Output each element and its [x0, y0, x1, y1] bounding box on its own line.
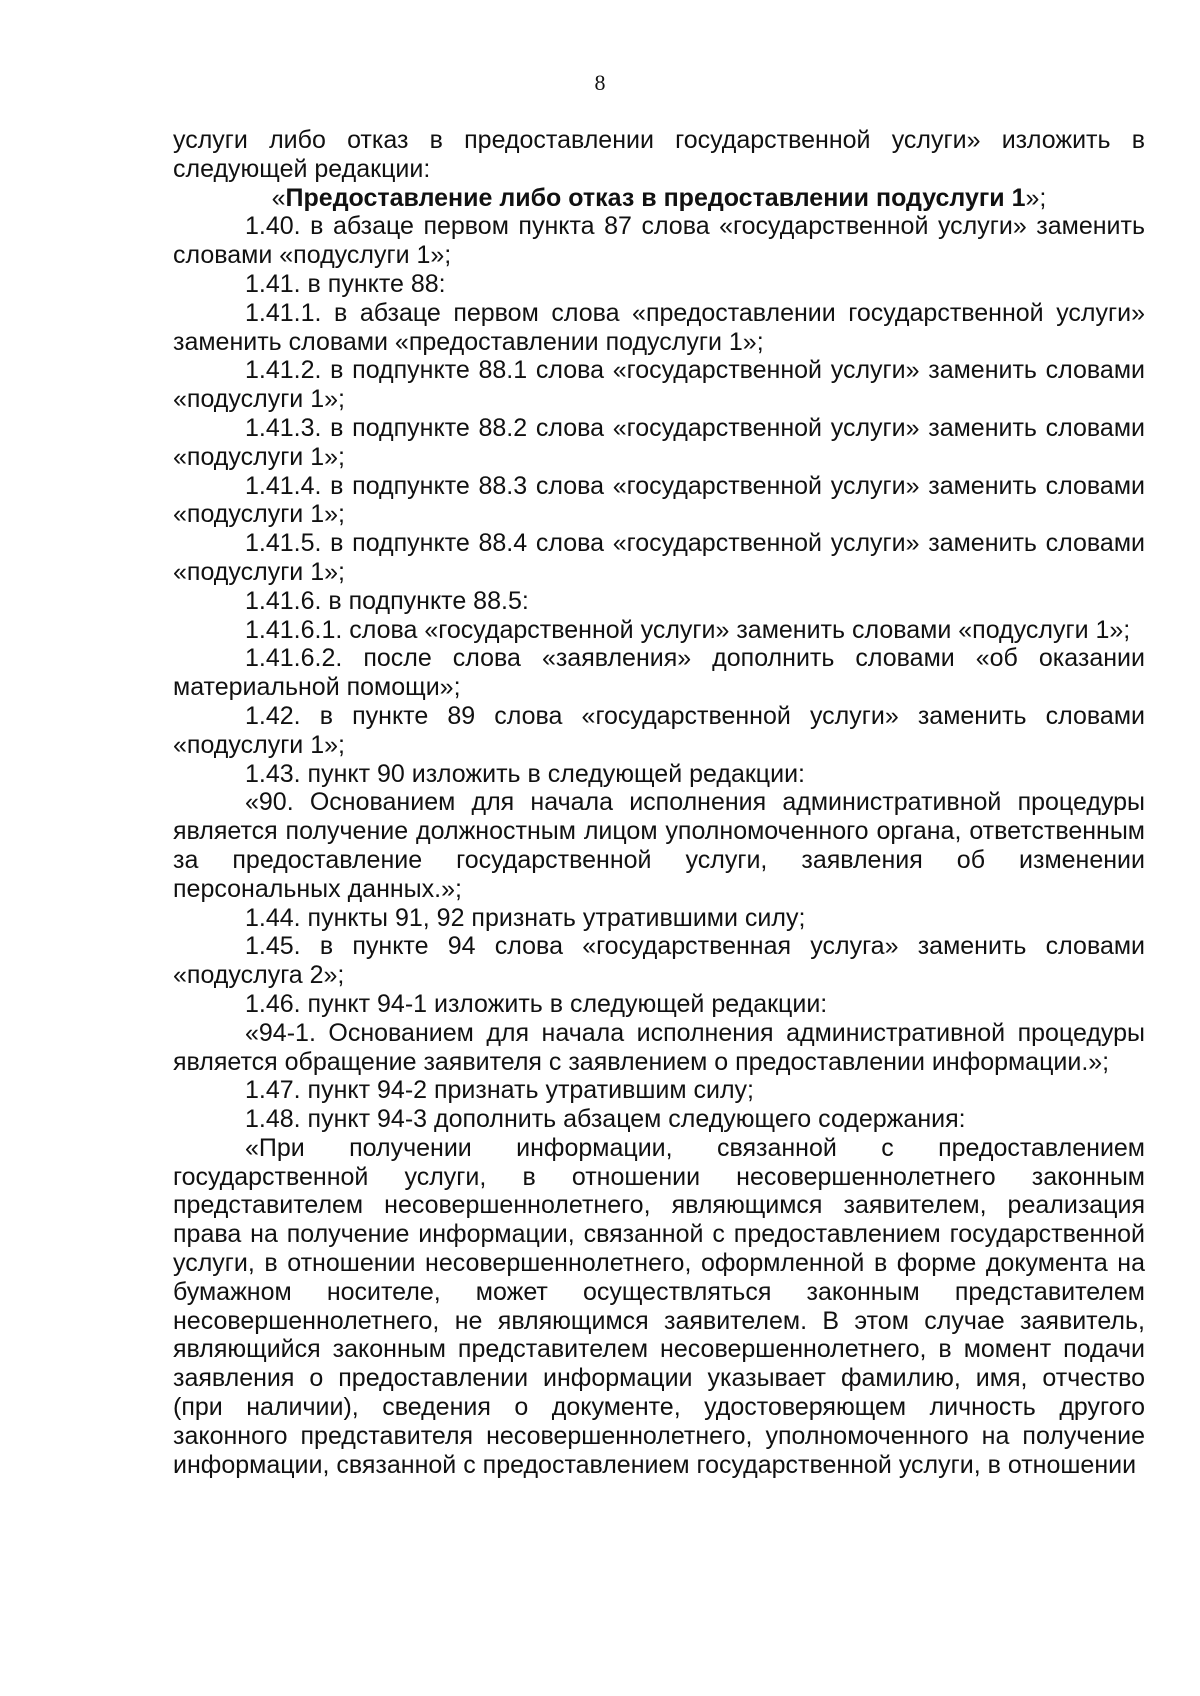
paragraph: услуги либо отказ в предоставлении государственной услуги» изложить в следующей редакции: [173, 126, 1145, 183]
heading-open-quote: « [271, 183, 286, 212]
paragraph: 1.41.6.1. слова «государственной услуги» заменить словами «подуслуги 1»; [245, 615, 1131, 644]
paragraph: «При получении информации, связанной с предоставлением государственной услуги, в отношении несовершеннолетнего законным представителем несовершеннолетнего, являющимся заявителем, реализация права на получение информации, связанной с предоставлением государственной услуги, в отношении несовершеннолетнего, оформленной в форме документа на бумажном носителе, может осуществляться законным представителем несовершеннолетнего, не являющимся заявителем. В этом случае заявитель, являющийся законным представителем несовершеннолетнего, в момент подачи заявления о предоставлении информации указывает фамилию, имя, отчество (при наличии), сведения о документе, удостоверяющем личность другого законного представителя несовершеннолетнего, уполномоченного на получение информации, связанной с предоставлением государственной услуги, в отношении [173, 1133, 1145, 1479]
paragraph: «90. Основанием для начала исполнения административной процедуры является получение должностным лицом уполномоченного органа, ответственным за предоставление государственной услуги, заявления об изменении персональных данных.»; [173, 788, 1145, 903]
paragraph: 1.45. в пункте 94 слова «государственная услуга» заменить словами «подуслуга 2»; [173, 932, 1145, 990]
page-number: 8 [594, 70, 606, 95]
paragraph: «94-1. Основанием для начала исполнения административной процедуры является обращение заявителя с заявлением о предоставлении информации.»; [173, 1018, 1145, 1076]
paragraph: 1.41.6.2. после слова «заявления» дополнить словами «об оказании материальной помощи»; [173, 644, 1145, 702]
heading-title: Предоставление либо отказ в предоставлении подуслуги 1 [285, 183, 1026, 212]
paragraph: 1.41.3. в подпункте 88.2 слова «государственной услуги» заменить словами «подуслуги 1»; [173, 413, 1145, 471]
paragraph: 1.41.2. в подпункте 88.1 слова «государственной услуги» заменить словами «подуслуги 1»; [173, 356, 1145, 414]
document-body [173, 126, 1145, 1479]
paragraph: 1.42. в пункте 89 слова «государственной услуги» заменить словами «подуслуги 1»; [173, 701, 1145, 759]
paragraph: 1.47. пункт 94-2 признать утратившим силу; [245, 1076, 754, 1105]
paragraph: 1.40. в абзаце первом пункта 87 слова «государственной услуги» заменить словами «подуслуги 1»; [173, 212, 1145, 270]
paragraph: 1.41.4. в подпункте 88.3 слова «государственной услуги» заменить словами «подуслуги 1»; [173, 471, 1145, 529]
paragraph: 1.41. в пункте 88: [245, 269, 446, 298]
paragraph: 1.44. пункты 91, 92 признать утратившими силу; [245, 903, 806, 932]
paragraph: 1.48. пункт 94-3 дополнить абзацем следующего содержания: [245, 1105, 966, 1134]
paragraph: 1.41.5. в подпункте 88.4 слова «государственной услуги» заменить словами «подуслуги 1»; [173, 529, 1145, 586]
paragraph: 1.46. пункт 94-1 изложить в следующей редакции: [245, 989, 828, 1018]
paragraph: 1.41.1. в абзаце первом слова «предоставлении государственной услуги» заменить словами «предоставлении подуслуги 1»; [173, 298, 1145, 356]
paragraph: 1.43. пункт 90 изложить в следующей редакции: [245, 759, 805, 788]
paragraph: 1.41.6. в подпункте 88.5: [245, 586, 529, 615]
heading-close-quote: »; [1025, 183, 1047, 212]
section-heading [173, 184, 1145, 213]
